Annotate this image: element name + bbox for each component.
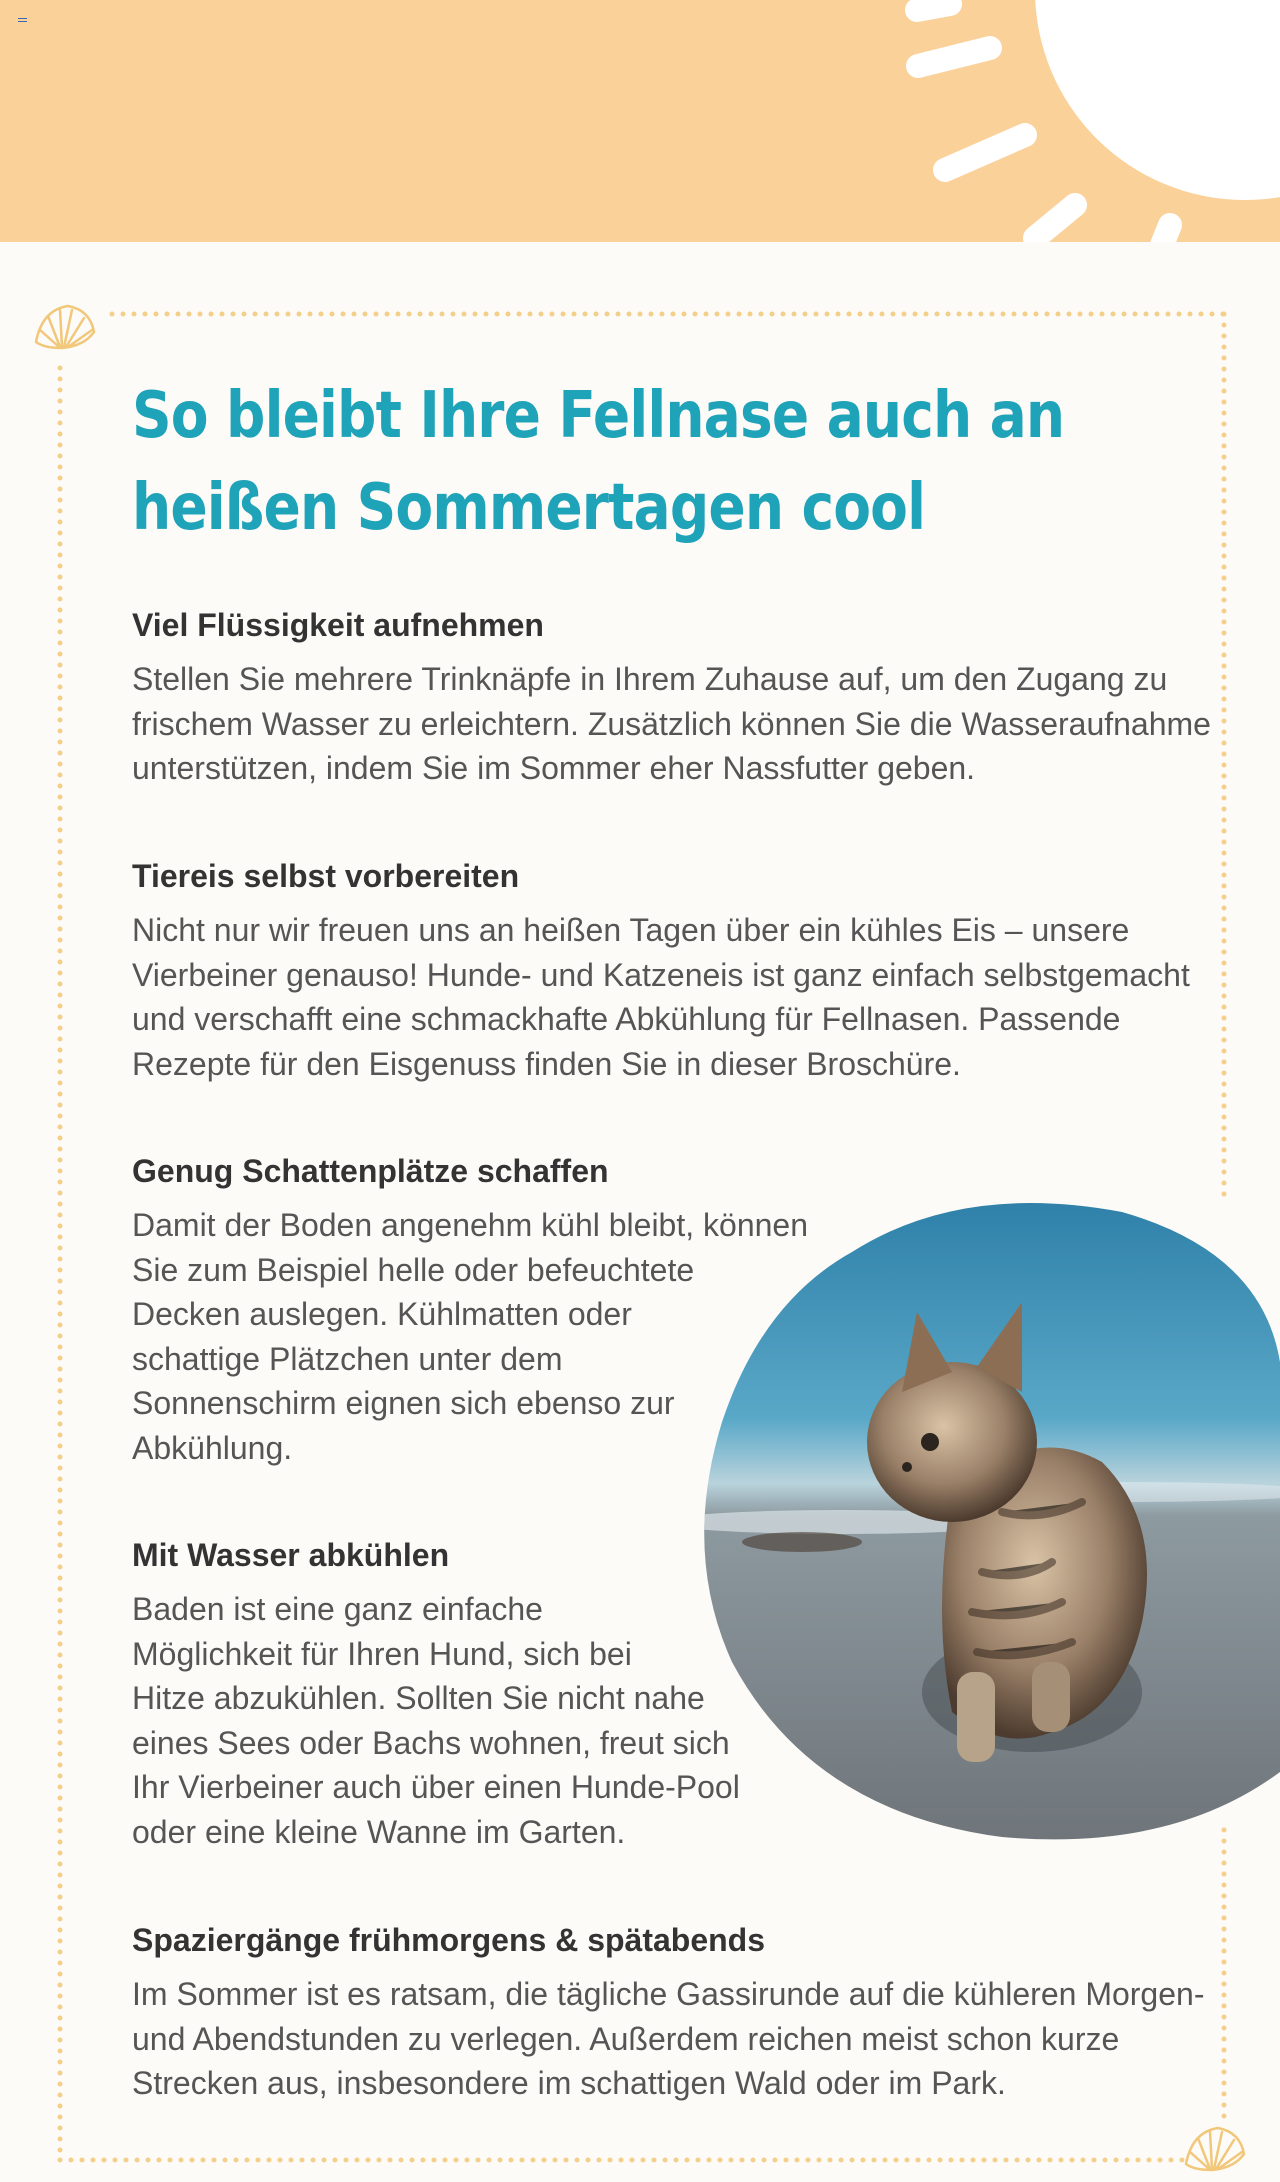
section-title: Mit Wasser abkühlen [132, 1537, 450, 1573]
cat-photo [702, 1192, 1280, 1840]
section-title: Tiereis selbst vorbereiten [132, 858, 520, 894]
page-title [132, 370, 1147, 554]
section-body: Damit der Boden angenehm kühl bleibt, können Sie zum Beispiel helle oder befeuchtete Decken auslegen. Kühlmatten oder schattige Plätzchen unter dem Sonnenschirm eignen sich ebenso zur Abkühlung. [132, 1207, 808, 1466]
section-walks [132, 1920, 1204, 2106]
page-title-line-1: So bleibt Ihre Fellnase auch an [132, 379, 1065, 453]
article [132, 370, 1192, 554]
seashell-icon [32, 302, 98, 352]
seashell-icon [1182, 2124, 1248, 2174]
section-body: Stellen Sie mehrere Trinknäpfe in Ihrem Zuhause auf, um den Zugang zu frischem Wasser zu erleichtern. Zusätzlich können Sie die Wasseraufnahme unterstützen, indem Sie im Sommer eher Nassfutter geben. [132, 661, 1211, 786]
section-body: Baden ist eine ganz einfache Möglichkeit für Ihren Hund, sich bei Hitze abzukühlen. Sollten Sie nicht nahe eines Sees oder Bachs wohnen, freut sich Ihr Vierbeiner auch über einen Hunde-Pool oder eine kleine Wanne im Garten. [132, 1591, 740, 1850]
section-title: Genug Schattenplätze schaffen [132, 1153, 609, 1189]
section-water [132, 1535, 740, 1854]
section-body: Nicht nur wir freuen uns an heißen Tagen über ein kühles Eis – unsere Vierbeiner genauso! Hunde- und Katzeneis ist ganz einfach selbstgemacht und verschafft eine schmackhafte Abkühlung für Fellnasen. Passende Rezepte für den Eisgenuss finden Sie in dieser Broschüre. [132, 912, 1190, 1082]
section-body: Im Sommer ist es ratsam, die tägliche Gassirunde auf die kühleren Morgen- und Abendstunden zu verlegen. Außerdem reichen meist schon kurze Strecken aus, insbesondere im schattigen Wald oder im Park. [132, 1976, 1205, 2101]
page-title-line-2: heißen Sommertagen cool [132, 471, 926, 545]
section-title: Spaziergänge frühmorgens & spätabends [132, 1922, 766, 1958]
section-fluids [132, 605, 1211, 791]
section-ice [132, 856, 1190, 1086]
section-title: Viel Flüssigkeit aufnehmen [132, 607, 544, 643]
